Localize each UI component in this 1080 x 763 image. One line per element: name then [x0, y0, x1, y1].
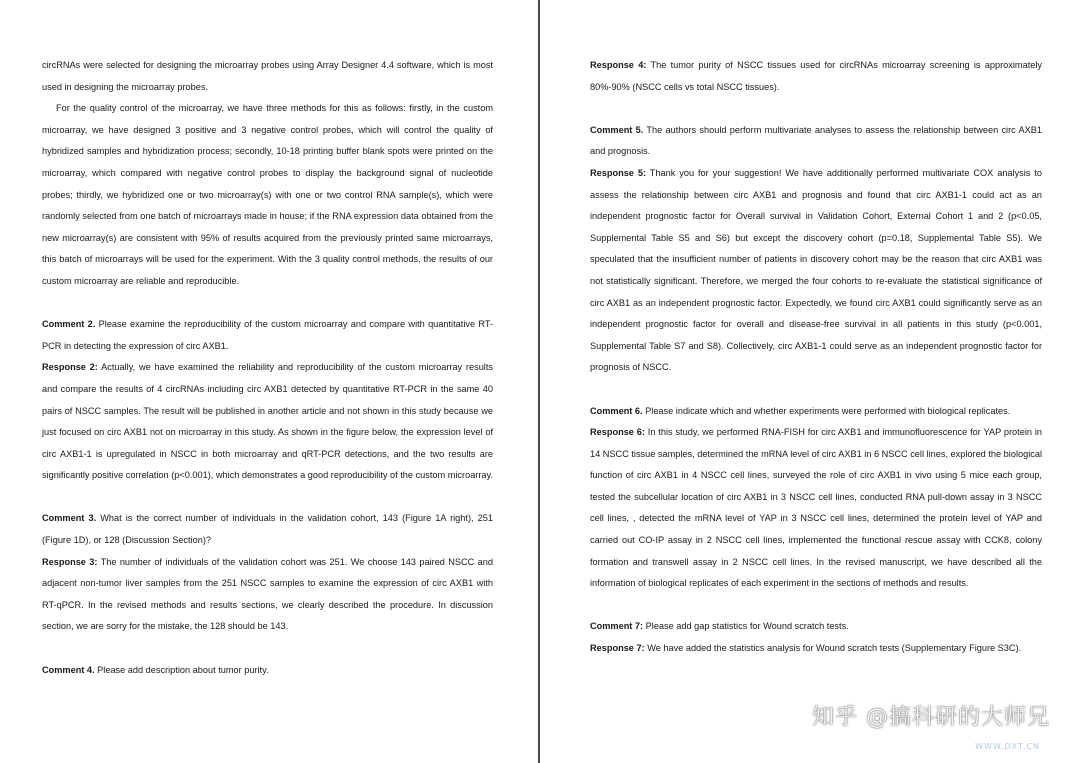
- response-6-text: In this study, we performed RNA-FISH for circ AXB1 and immunofluorescence for YAP protein in 14 NSCC tissue samples, determined the mRNA level of circ AXB1 in 6 NSCC cell lines, explored the biological function of circ AXB1 in 4 NSCC cell lines, surveyed the role of circ AXB1 in vivo using 5 mice each group, tested the subcellular location of circ AXB1 in 3 NSCC cell lines, conducted RNA pull-down assay in 3 NSCC cell lines, , detected the mRNA level of YAP in 3 NSCC cell lines, determined the protein level of YAP and carried out CO-IP assay in 2 NSCC cell lines, implemented the functional rescue assay with CCK8, colony formation and transwell assay in 2 NSCC cell lines. In the revised manuscript, we have described all the information of biological replicates of each experiment in the sections of methods and results.: [590, 427, 1042, 589]
- comment-2-label: Comment 2.: [42, 319, 96, 330]
- comment-4-label: Comment 4.: [42, 664, 95, 675]
- comment-6-text: Please indicate which and whether experiments were performed with biological replicates.: [642, 405, 1011, 416]
- response-5-label: Response 5:: [590, 167, 647, 178]
- comment-6-label: Comment 6.: [590, 405, 643, 416]
- watermark-text: 知乎 @搞科研的大师兄: [812, 705, 1050, 730]
- comment-7-text: Please add gap statistics for Wound scratch tests.: [643, 621, 849, 632]
- response-3-label: Response 3:: [42, 556, 98, 567]
- right-column: [590, 55, 1042, 660]
- comment-5-label: Comment 5.: [590, 124, 644, 135]
- comment-6: [590, 401, 1042, 423]
- response-7-text: We have added the statistics analysis for Wound scratch tests (Supplementary Figure S3C).: [644, 643, 1022, 654]
- response-3: [42, 552, 493, 638]
- response-4-label: Response 4:: [590, 60, 647, 70]
- paragraph-probe-design: circRNAs were selected for designing the microarray probes using Array Designer 4.4 software, which is most used in designing the microarray probes.: [42, 60, 493, 92]
- comment-5-text: The authors should perform multivariate analyses to assess the relationship between circ AXB1 and prognosis.: [590, 124, 1042, 157]
- watermark-sub-text: WWW.DXT.CN: [975, 742, 1040, 751]
- comment-5: [590, 120, 1042, 163]
- comment-3: [42, 508, 493, 551]
- comment-3-label: Comment 3.: [42, 513, 97, 524]
- response-2-label: Response 2:: [42, 362, 98, 373]
- response-5-text: Thank you for your suggestion! We have additionally performed multivariate COX analysis to assess the relationship between circ AXB1 and prognosis and found that circ AXB1-1 could act as an independent prognostic factor for Overall survival in Validation Cohort, External Cohort 1 and 2 (p<0.05, Supplemental Table S5 and S6) but except the discovery cohort (p=0.18, Supplemental Table S5). We speculated that the insufficient number of patients in discovery cohort may be the reason that circ AXB1 was not statistically significant. Therefore, we merged the four cohorts to re-evaluate the statistical significance of circ AXB1 as an independent prognostic factor. Expectedly, we found circ AXB1 could significantly serve as an independent prognostic factor for overall and disease-free survival in all patients in this study (p<0.001, Supplemental Table S7 and S8). Collectively, circ AXB1-1 could serve as an independent prognostic factor for prognosis of NSCC.: [590, 167, 1042, 373]
- comment-7-label: Comment 7:: [590, 621, 644, 632]
- paragraph-quality-control: For the quality control of the microarray, we have three methods for this as follows: firstly, in the custom microarray, we have designed 3 positive and 3 negative control probes, which will control the quality of hybridized samples and hybridization process; secondly, 10-18 printing buffer blank spots were printed on the microarray, which compared with negative control probes to display the background signal of nucleotide probes; thirdly, we hybridized one or two microarray(s) with one or two control RNA sample(s), which were randomly selected from one batch of microarrays made in house; if the RNA expression data obtained from the new microarray(s) are consistent with 95% of results acquired from the previously printed same microarrays, this batch of microarrays will be used for the experiment. With the 3 quality control methods, the results of our custom microarray are reliable and reproducible.: [42, 103, 493, 286]
- comment-7: [590, 616, 1042, 638]
- response-7: [590, 638, 1042, 660]
- response-5: [590, 163, 1042, 379]
- comment-2-text: Please examine the reproducibility of the custom microarray and compare with quantitative RT-PCR in detecting the expression of circ AXB1.: [42, 319, 493, 351]
- left-column: [42, 55, 493, 681]
- comment-4: [42, 660, 493, 682]
- response-6: [590, 422, 1042, 595]
- comment-4-text: Please add description about tumor purity.: [94, 664, 269, 675]
- comment-2: [42, 314, 493, 357]
- response-3-text: The number of individuals of the validation cohort was 251. We choose 143 paired NSCC and adjacent non-tumor liver samples from the 251 NSCC samples to examine the expression of circ AXB1 with RT-qPCR. In the revised methods and results sections, we clearly described the procedure. In discussion section, we are sorry for the mistake, the 128 should be 143.: [42, 556, 493, 632]
- response-4: [590, 55, 1042, 98]
- response-6-label: Response 6:: [590, 427, 645, 438]
- page-divider: [538, 0, 540, 763]
- response-2: [42, 357, 493, 487]
- comment-3-text: What is the correct number of individuals in the validation cohort, 143 (Figure 1A right), 251 (Figure 1D), or 128 (Discussion Section)?: [42, 513, 493, 546]
- response-4-text: The tumor purity of NSCC tissues used for circRNAs microarray screening is approximately 80%-90% (NSCC cells vs total NSCC tissues).: [590, 60, 1042, 92]
- response-2-text: Actually, we have examined the reliability and reproducibility of the custom microarray results and compare the results of 4 circRNAs including circ AXB1 detected by quantitative RT-PCR in the same 40 pairs of NSCC samples. The result will be published in another article and not shown in this study because we just focused on circ AXB1 not on microarray in this study. As shown in the figure below, the expression level of circ AXB1-1 is upregulated in NSCC in both microarray and qRT-PCR detections, and the two results are significantly positive correlation (p<0.001), which demonstrates a good reproducibility of the custom microarray.: [42, 362, 493, 481]
- response-7-label: Response 7:: [590, 643, 645, 654]
